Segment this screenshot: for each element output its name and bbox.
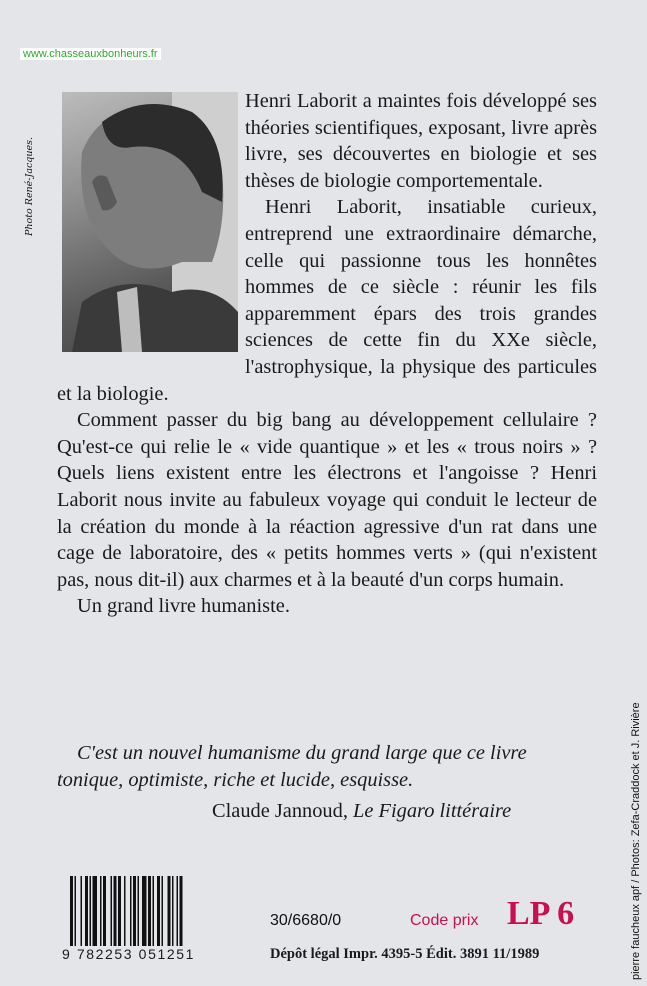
side-credit: pierre faucheux apf / Photos: Zefa-Craddock et J. Rivière (630, 702, 642, 980)
blurb-paragraph: Henri Laborit, insatiable curieux, entreprend une extraordinaire démarche, celle qui passionne tous les honnêtes hommes de ce siècle : réunir les fils apparemment épars des trois grandes sciences de cette fin du XXe siècle, l'astrophysique, la physique des particules et la biologie. (57, 196, 597, 405)
quote-author: Claude Jannoud, (212, 800, 348, 822)
blurb (57, 88, 597, 620)
blurb-paragraph: Comment passer du big bang au développement cellulaire ? Qu'est-ce qui relie le « vide quantique » et les « trous noirs » ? Quels liens existent entre les électrons et l'angoisse ? Henri Laborit nous invite au fabuleux voyage qui conduit le lecteur de la création du monde à la réaction agressive d'un rat dans une cage de laboratoire, des « petits hommes verts » (qui n'existent pas, nous dit-il) aux charmes et à la beauté d'un corps humain. (57, 409, 597, 591)
code-prix-label: Code prix (410, 912, 479, 929)
price-code: LP 6 (507, 895, 575, 932)
quote-attribution (212, 800, 511, 823)
catalog-code: 30/6680/0 (270, 912, 342, 929)
depot-legal: Dépôt légal Impr. 4395-5 Édit. 3891 11/1989 (270, 946, 540, 962)
blurb-paragraph: Henri Laborit a maintes fois développé ses théories scientifiques, exposant, livre après livre, ses découvertes en biologie et ses thèses de biologie comportementale. (245, 90, 597, 192)
isbn-number: 9 782253 051251 (62, 946, 234, 962)
quote-source: Le Figaro littéraire (353, 800, 512, 822)
review-quote: C'est un nouvel humanisme du grand large que ce livre tonique, optimiste, riche et lucide, esquisse. (57, 742, 527, 791)
blurb-paragraph: Un grand livre humaniste. (77, 595, 290, 618)
watermark: www.chasseauxbonheurs.fr (20, 48, 161, 60)
photo-credit: Photo René-Jacques. (24, 136, 35, 236)
